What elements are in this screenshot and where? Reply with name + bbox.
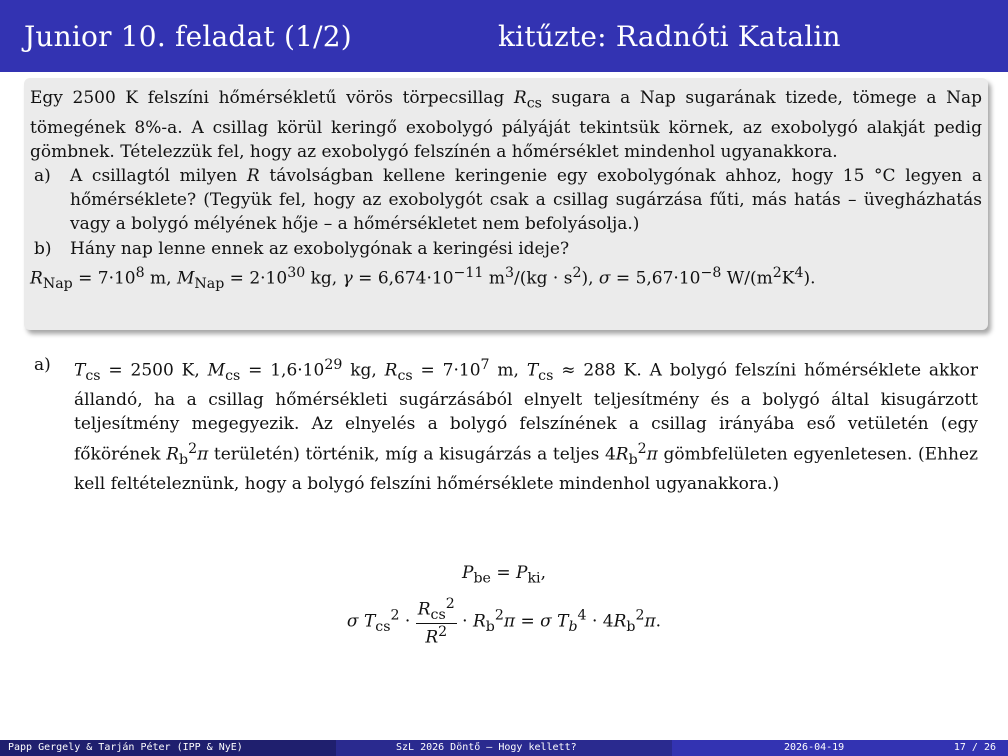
footer-page-number: 17 / 26 <box>953 742 996 753</box>
problem-block <box>24 78 988 330</box>
footer <box>0 740 1008 756</box>
title-bar <box>0 0 1008 72</box>
slide-title: Junior 10. feladat (1/2) <box>24 20 352 53</box>
solution-text: $T_{cs} = 2500$ K, $M_{cs} = 1,6\cdot 10^{29}$ kg, $R_{cs} = 7\cdot 10^7$ m, $T_{cs} \approx 288$ K. A bolygó felszíni hőmérséklete akkor állandó, ha a csillag hőmérsékleti sugárzásából elnyelt teljesítmény és a bolygó által kisugárzott teljesítmény megegyezik. Az elnyelés a bolygó felszínének a csillag irányába eső vetületén (egy főkörének $R_b^2\pi$ területén) történik, míg a kisugárzás a teljes $4R_b^2\pi$ gömbfelületen egyenletesen. (Ehhez kell feltételeznünk, hogy a bolygó felszíni hőmérséklete mindenhol ugyanakkora.) <box>74 357 979 494</box>
solution-block <box>34 353 978 496</box>
equation-power-balance: $P_{be} = P_{ki}$, <box>462 563 546 587</box>
problem-part-a: a) A csillagtól milyen R távolságban kellene keringenie egy exobolygónak ahhoz, hogy 15 °C legyen a hőmérséklete? (Tegyük fel, hogy az exobolygót csak a csillag sugárzása fűti, más hatás – üvegházhatás vagy a bolygó mélyének hője – a hőmérsékletet nem befolyásolja.) <box>34 166 982 235</box>
problem-intro: Egy 2500 K felszíni hőmérsékletű vörös törpecsillag $R_{cs}$ sugara a Nap sugarának tizede, tömege a Nap tömegének 8%-a. A csillag körül keringő exobolygó pályáját tekintsük körnek, az exobolygó alakját pedig gömbnek. Tételezzük fel, hogy az exobolygó felszínén a hőmérséklet mindenhol ugyanakkora. <box>30 88 982 162</box>
footer-authors: Papp Gergely & Tarján Péter (IPP & NyE) <box>8 742 243 753</box>
footer-event: SzL 2026 Döntő – Hogy kellett? <box>396 742 577 753</box>
solution-label: a) <box>34 355 51 375</box>
part-b-text: Hány nap lenne ennek az exobolygónak a keringési ideje? <box>70 238 570 259</box>
problem-part-b <box>30 237 982 261</box>
footer-date: 2026-04-19 <box>784 742 845 753</box>
slide-author: kitűzte: Radnóti Katalin <box>498 20 841 53</box>
part-a-label: a) <box>34 166 51 186</box>
given-constants: $R_{Nap} = 7\cdot 10^8$ m, $M_{Nap} = 2\cdot 10^{30}$ kg, $\gamma = 6,674\cdot 10^{-11}$ $m^3/(kg \cdot s^2)$, $\sigma = 5,67\cdot 10^{-8}$ $W/(m^2K^4)$. <box>30 264 816 292</box>
equation-radiation: σ $T_{cs}^2$ · $\frac{R_{cs}^2}{R^2}$ · $R_b^2\pi = \sigma$ $T_b^4 \cdot 4R_b^2\pi$. <box>346 596 662 648</box>
part-b-label: b) <box>34 238 52 259</box>
